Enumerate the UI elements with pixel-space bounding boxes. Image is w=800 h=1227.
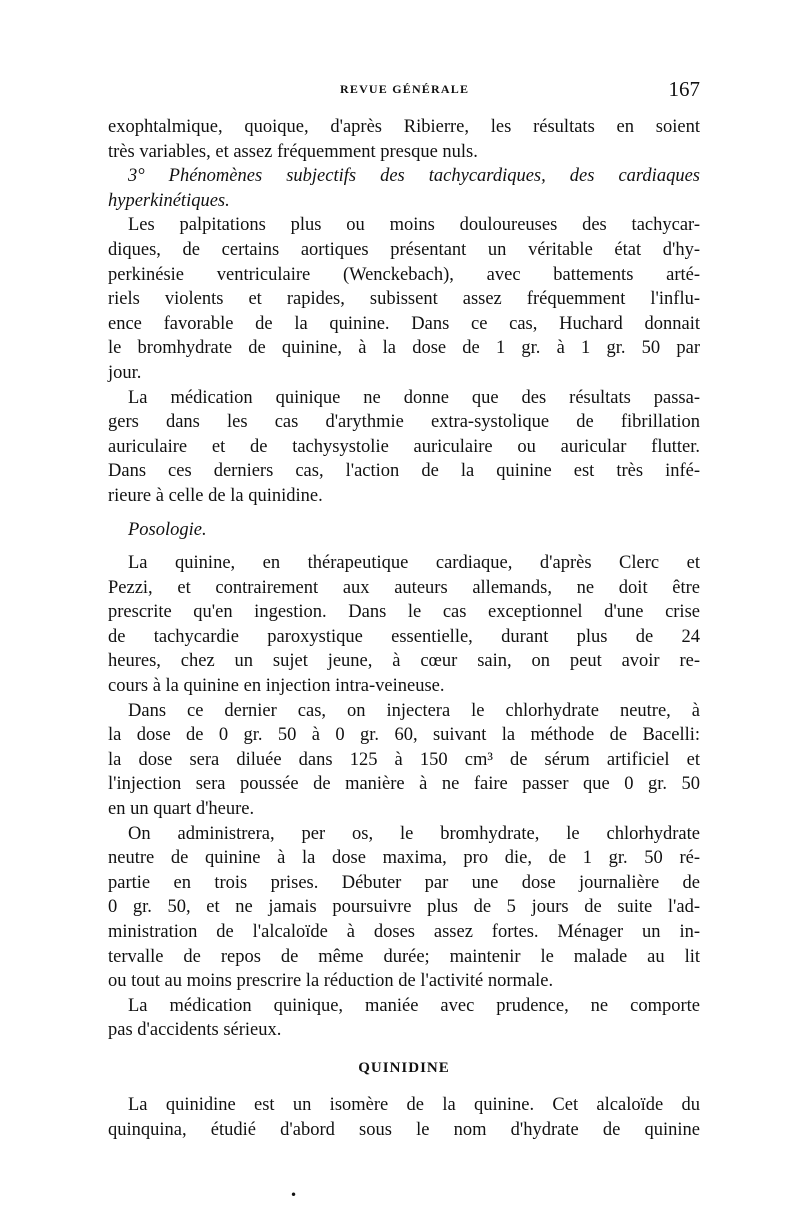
text-line: ou tout au moins prescrire la réduction de l'activité normale. [108, 971, 554, 992]
text-line: le bromhydrate de quinine, à la dose de 1 gr. à 1 gr. 50 par [108, 338, 700, 359]
text-line: ence favorable de la quinine. Dans ce cas, Huchard donnait [108, 313, 700, 334]
text-line: riels violents et rapides, subissent assez fréquemment l'influ- [108, 289, 700, 310]
text-line: en un quart d'heure. [108, 799, 255, 820]
text-line: Dans ce dernier cas, on injectera le chlorhydrate neutre, à [128, 700, 700, 721]
subsection-heading: hyperkinétiques. [108, 190, 230, 211]
text-line: heures, chez un sujet jeune, à cœur sain, on peut avoir re- [108, 651, 700, 672]
text-line: neutre de quinine à la dose maxima, pro die, de 1 gr. 50 ré- [108, 848, 700, 869]
text-line: rieure à celle de la quinidine. [108, 485, 323, 506]
spacer [108, 1084, 700, 1093]
posologie-heading: Posologie. [128, 519, 207, 540]
spacer [108, 1043, 700, 1052]
text-line: gers dans les cas d'arythmie extra-systolique de fibrillation [108, 412, 700, 433]
text-line: l'injection sera poussée de manière à ne faire passer que 0 gr. 50 [108, 774, 700, 795]
text-line: auriculaire et de tachysystolie auriculaire ou auricular flutter. [108, 436, 700, 457]
page-header [108, 79, 700, 101]
text-line: très variables, et assez fréquemment presque nuls. [108, 141, 478, 162]
page-number: 167 [668, 77, 700, 101]
text-line: la dose de 0 gr. 50 à 0 gr. 60, suivant la méthode de Bacelli: [108, 725, 700, 746]
text-line: On administrera, per os, le bromhydrate, le chlorhydrate [128, 823, 700, 844]
running-head: REVUE GÉNÉRALE [340, 82, 470, 96]
text-line: Dans ces derniers cas, l'action de la quinine est très infé- [108, 461, 700, 482]
text-line: La quinidine est un isomère de la quinine. Cet alcaloïde du [128, 1094, 700, 1115]
text-line: La quinine, en thérapeutique cardiaque, d'après Clerc et [128, 553, 700, 574]
text-line: jour. [108, 362, 142, 383]
text-line: diques, de certains aortiques présentant un véritable état d'hy- [108, 239, 700, 260]
text-line: Les palpitations plus ou moins douloureuses des tachycar- [128, 215, 700, 236]
text-line: exophtalmique, quoique, d'après Ribierre, les résultats en soient [108, 117, 700, 137]
text-line: cours à la quinine en injection intra-veineuse. [108, 676, 445, 697]
text-line: partie en trois prises. Débuter par une dose journalière de [108, 872, 700, 893]
text-line: de tachycardie paroxystique essentielle, durant plus de 24 [108, 626, 700, 647]
body-text [108, 115, 700, 1142]
text-line: pas d'accidents sérieux. [108, 1020, 282, 1041]
text-line: La médication quinique ne donne que des résultats passa- [128, 387, 700, 408]
text-line: 0 gr. 50, et ne jamais poursuivre plus de 5 jours de suite l'ad- [108, 897, 700, 918]
spacer [108, 509, 700, 518]
text-line: ministration de l'alcaloïde à doses assez fortes. Ménager un in- [108, 922, 700, 942]
text-line: Pezzi, et contrairement aux auteurs allemands, ne doit être [108, 577, 700, 598]
subsection-heading: 3° Phénomènes subjectifs des tachycardiques, des cardiaques [128, 166, 700, 187]
section-title-quinidine: QUINIDINE [358, 1059, 450, 1076]
footer-mark: • [290, 1188, 298, 1202]
text-line: tervalle de repos de même durée; maintenir le malade au lit [108, 946, 700, 967]
text-line: la dose sera diluée dans 125 à 150 cm³ de sérum artificiel et [108, 749, 700, 770]
text-line: quinquina, étudié d'abord sous le nom d'hydrate de quinine [108, 1119, 700, 1140]
spacer [108, 542, 700, 551]
text-line: perkinésie ventriculaire (Wenckebach), avec battements arté- [108, 264, 700, 285]
text-line: prescrite qu'en ingestion. Dans le cas exceptionnel d'une crise [108, 602, 700, 623]
text-line: La médication quinique, maniée avec prudence, ne comporte [128, 995, 700, 1016]
